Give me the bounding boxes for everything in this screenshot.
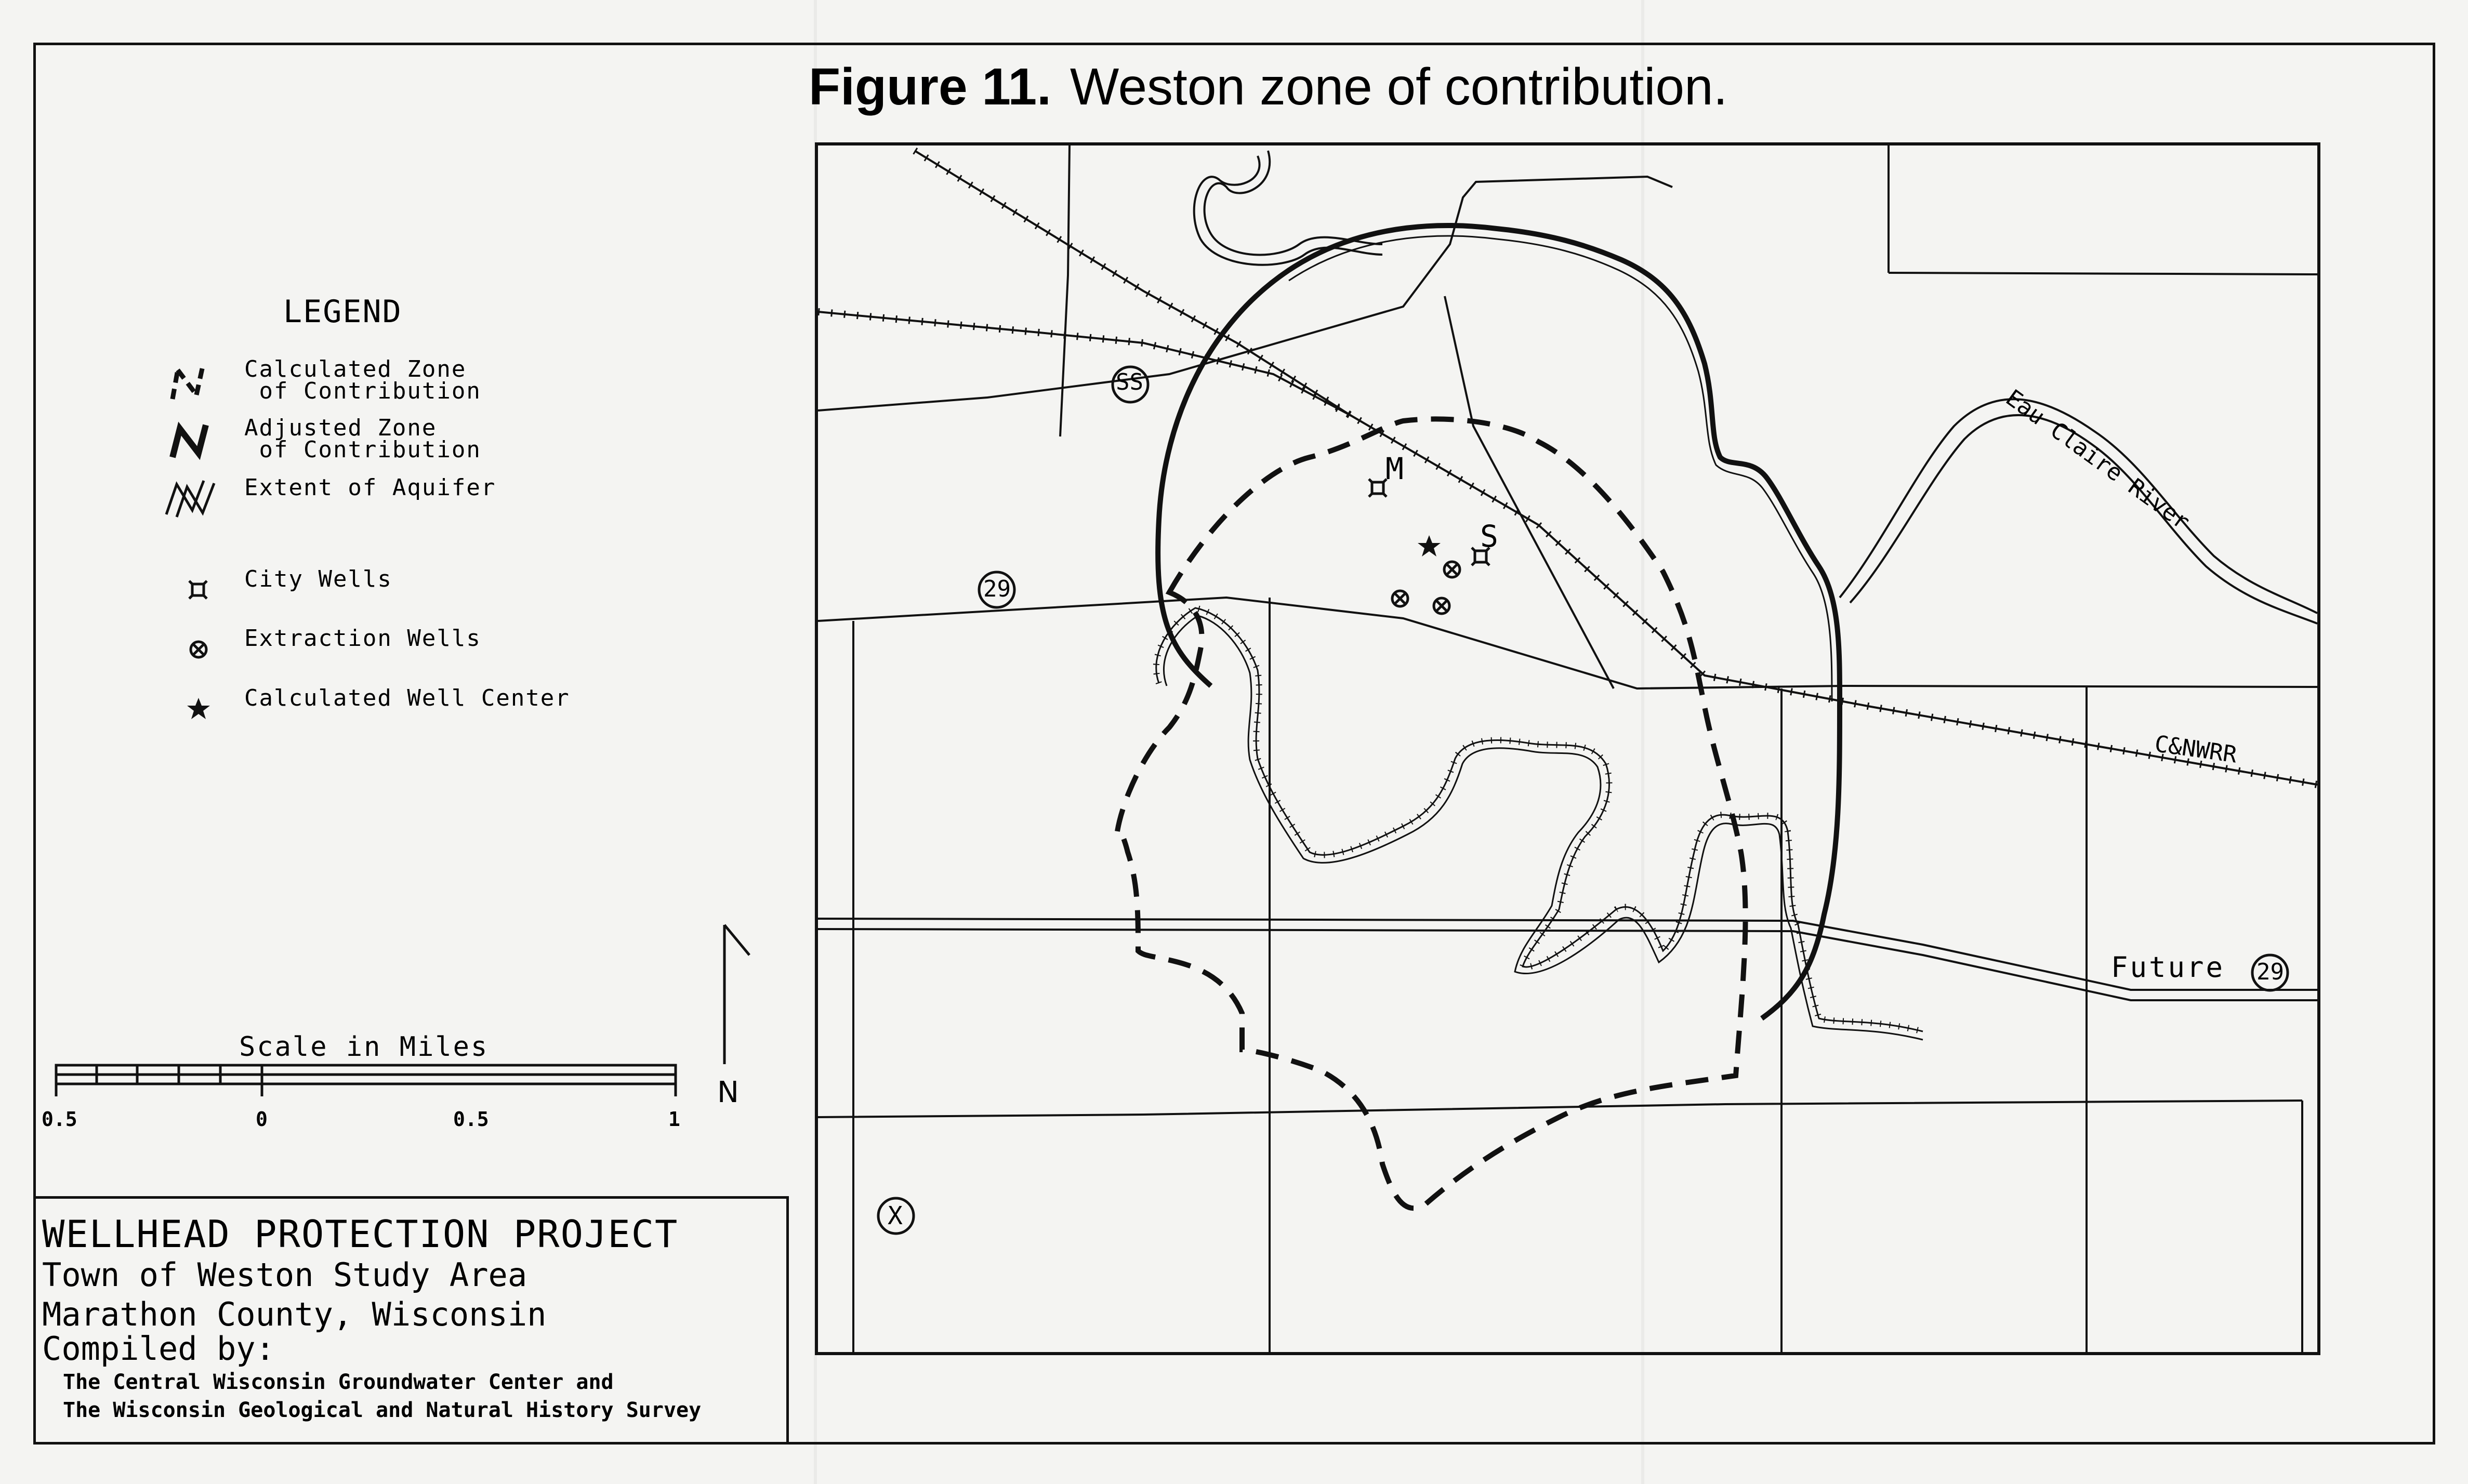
- legend-label-calculated: Calculated Zone of Contribution: [244, 356, 481, 404]
- adjusted-zone-river: [1289, 236, 1832, 701]
- future-road-label: Future: [2111, 951, 2225, 984]
- compiler-1: The Central Wisconsin Groundwater Center and: [63, 1370, 614, 1394]
- legend-title: LEGEND: [283, 294, 402, 330]
- highway-29-label: 29: [983, 576, 1011, 602]
- section-lines: [818, 145, 2317, 1352]
- adjusted-zone: [1158, 226, 1840, 1018]
- scale-tick-label: 1: [668, 1108, 680, 1131]
- scale-title: Scale in Miles: [239, 1031, 489, 1063]
- legend-label-extraction-wells: Extraction Wells: [244, 625, 481, 652]
- calculated-zone: [1117, 419, 1746, 1208]
- scale-tick-label: 0.5: [453, 1108, 489, 1131]
- extraction-well-icon: [1392, 562, 1460, 614]
- figure-number: Figure 11.: [809, 58, 1051, 116]
- highway-29-label: 29: [2256, 959, 2284, 985]
- scale-tick-label: 0: [256, 1108, 268, 1131]
- stream: [1194, 151, 1382, 265]
- river-label: Eau Claire River: [2001, 385, 2195, 536]
- star-icon: [1418, 535, 1441, 556]
- highway-shield-icon: [878, 367, 2288, 1234]
- aquifer-extent: [1156, 608, 1923, 1040]
- compiled-by: Compiled by:: [42, 1330, 275, 1368]
- figure-caption: Weston zone of contribution.: [1070, 58, 1728, 116]
- city-well-icon: [1369, 479, 1387, 497]
- compiler-2: The Wisconsin Geological and Natural History Survey: [63, 1398, 702, 1422]
- legend-label-aquifer: Extent of Aquifer: [244, 474, 496, 501]
- legend-label-city-wells: City Wells: [244, 566, 392, 592]
- study-area: Town of Weston Study Area: [42, 1256, 527, 1294]
- legend-label-adjusted: Adjusted Zone of Contribution: [244, 415, 481, 463]
- railroad-label: C&NWRR: [2153, 731, 2239, 769]
- north-label: N: [717, 1076, 739, 1109]
- well-s-label: S: [1480, 519, 1498, 554]
- project-title: WELLHEAD PROTECTION PROJECT: [42, 1212, 679, 1256]
- highway-x-label: X: [888, 1201, 903, 1230]
- scale-tick-label: 0.5: [42, 1108, 77, 1131]
- legend-label-well-center: Calculated Well Center: [244, 685, 570, 711]
- county-state: Marathon County, Wisconsin: [42, 1295, 547, 1333]
- highway-ss-label: SS: [1116, 369, 1143, 395]
- well-m-label: M: [1385, 451, 1404, 486]
